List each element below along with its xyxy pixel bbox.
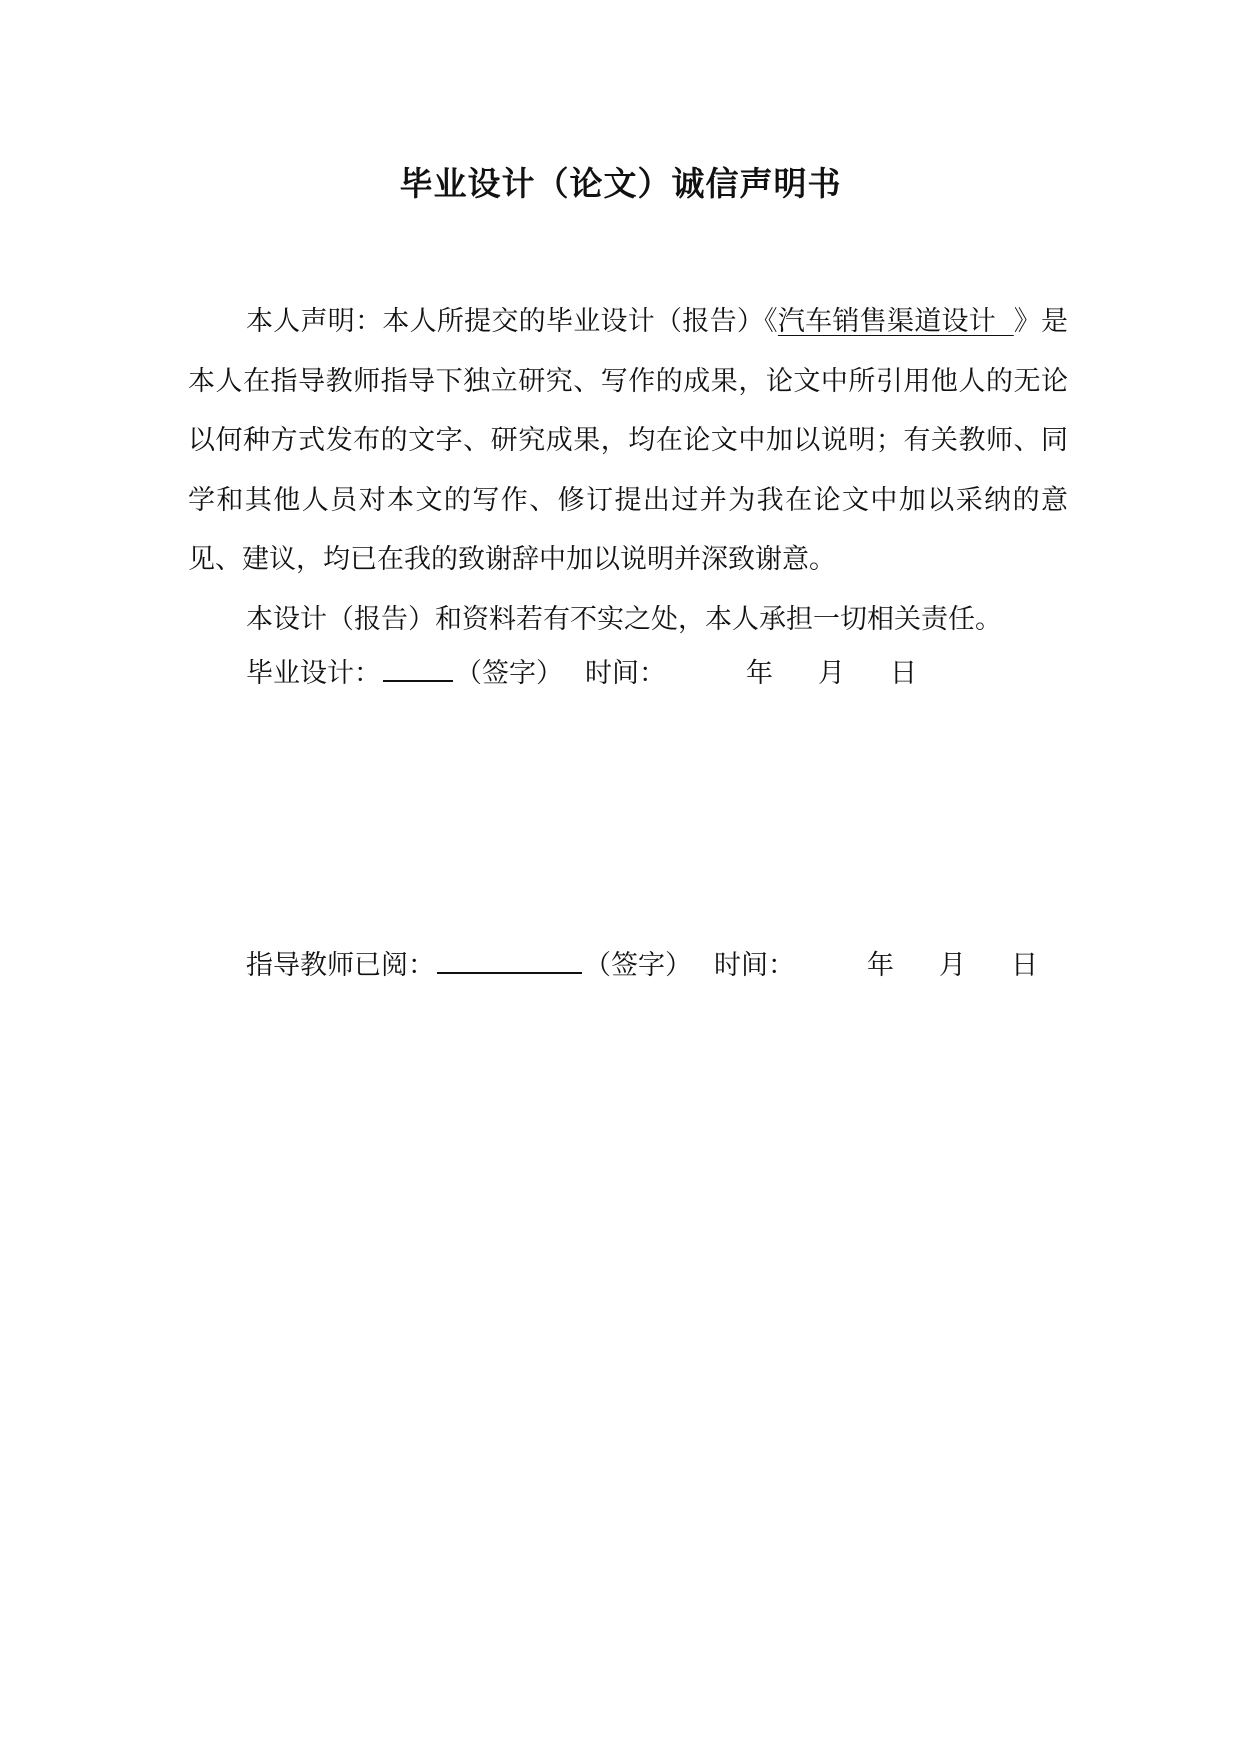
declaration-paragraph-1 (188, 292, 1068, 590)
student-year-label: 年 (746, 658, 773, 689)
thesis-topic: 汽车销售渠道设计 (777, 306, 1014, 337)
page-title: 毕业设计（论文）诚信声明书 (399, 164, 842, 203)
declaration-prefix: 本人声明：本人所提交的毕业设计（报告）《 (246, 306, 778, 337)
student-signature-blank[interactable] (383, 652, 453, 682)
student-day-label: 日 (890, 658, 917, 689)
advisor-month-label: 月 (939, 950, 966, 981)
declaration-suffix: 》是本人在指导教师指导下独立研究、写作的成果，论文中所引用他人的无论以何种方式发布的文字、研究成果，均在论文中加以说明；有关教师、同学和其他人员对本文的写作、修订提出过并为我在论文中加以采纳的意见、建议，均已在我的致谢辞中加以说明并深致谢意。 (188, 306, 1069, 575)
student-signature-row (246, 652, 917, 694)
student-sign-note: （签字） (455, 658, 563, 689)
declaration-body (188, 292, 1068, 649)
student-month-label: 月 (818, 658, 845, 689)
advisor-day-label: 日 (1011, 950, 1038, 981)
advisor-year-label: 年 (867, 950, 894, 981)
advisor-signature-blank[interactable] (437, 944, 582, 974)
advisor-sign-note: （签字） (584, 950, 692, 981)
student-sign-label: 毕业设计： (246, 658, 381, 689)
declaration-paragraph-2: 本设计（报告）和资料若有不实之处，本人承担一切相关责任。 (246, 603, 1002, 635)
student-time-label: 时间： (585, 658, 666, 689)
advisor-sign-label: 指导教师已阅： (246, 950, 435, 981)
advisor-time-label: 时间： (714, 950, 795, 981)
advisor-signature-row (246, 944, 1038, 986)
